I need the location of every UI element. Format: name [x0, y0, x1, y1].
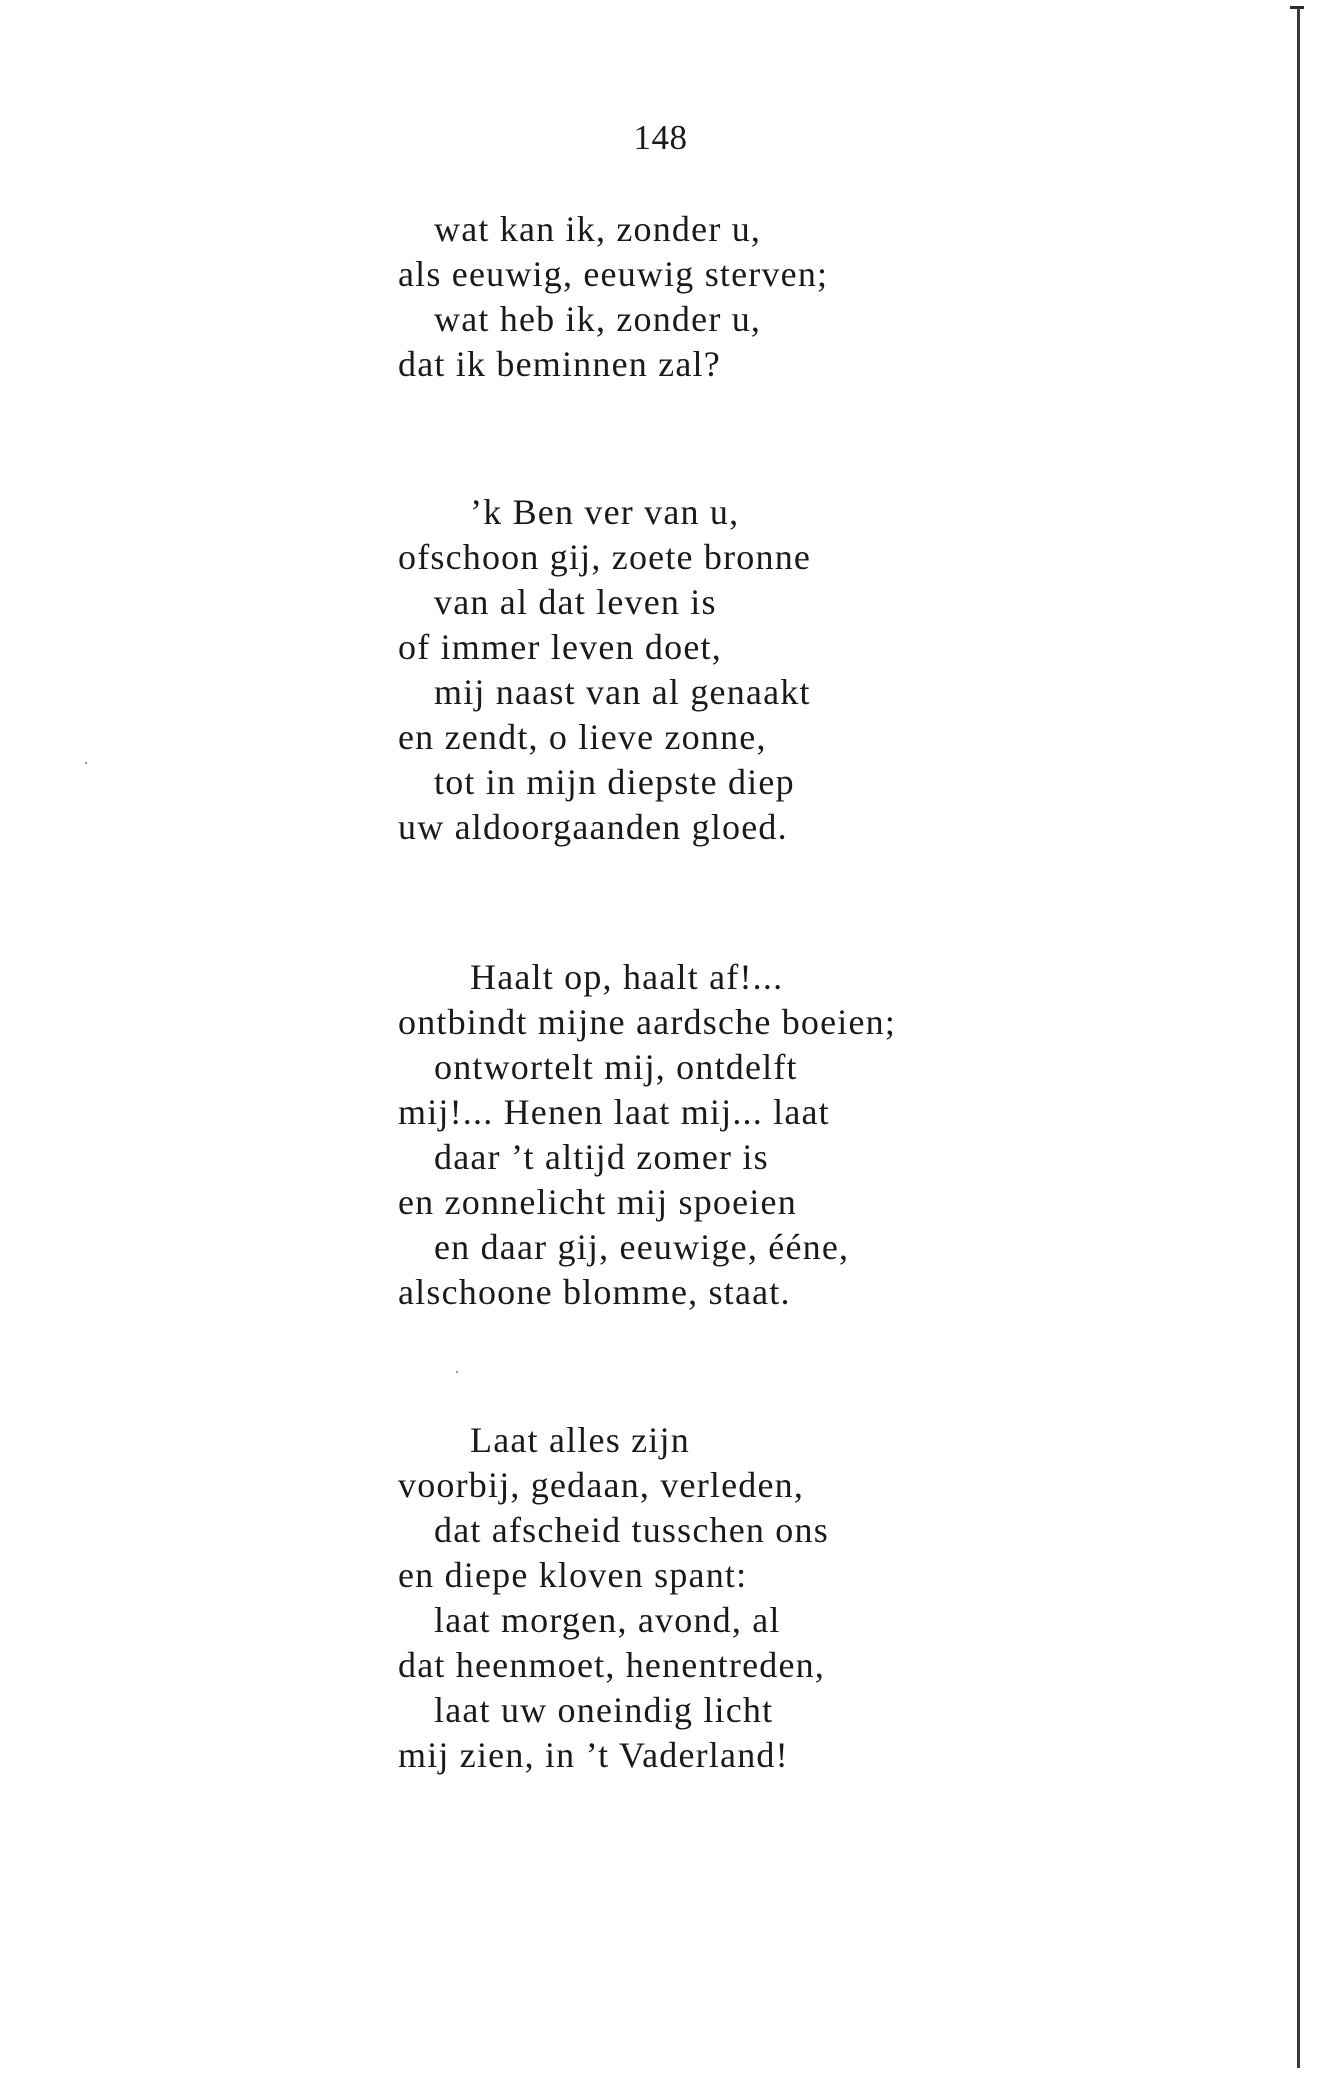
poem-line: van al dat leven is [434, 582, 717, 622]
poem-line: alschoone blomme, staat. [398, 1272, 791, 1312]
stanza-1 [398, 207, 828, 387]
poem-line: en zendt, o lieve zonne, [398, 717, 767, 757]
stanza-2 [398, 490, 811, 850]
poem-line: en diepe kloven spant: [398, 1555, 748, 1595]
poem-line: wat kan ik, zonder u, [434, 209, 762, 249]
poem-line: ontbindt mijne aardsche boeien; [398, 1002, 897, 1042]
poem-line: laat uw oneindig licht [434, 1690, 774, 1730]
poem-line: ofschoon gij, zoete bronne [398, 537, 812, 577]
scan-speck [456, 1371, 458, 1373]
stanza-4 [398, 1418, 829, 1778]
poem-line: daar ’t altijd zomer is [434, 1137, 769, 1177]
poem-line: en zonnelicht mij spoeien [398, 1182, 797, 1222]
poem-line: Haalt op, haalt af!... [470, 957, 784, 997]
poem-line: Laat alles zijn [470, 1420, 690, 1460]
poem-line: en daar gij, eeuwige, ééne, [434, 1227, 850, 1267]
page-number: 148 [633, 118, 688, 157]
poem-line: mij!... Henen laat mij... laat [398, 1092, 830, 1132]
poem-line: als eeuwig, eeuwig sterven; [398, 254, 829, 294]
scan-edge-line [1297, 8, 1300, 2068]
poem-line: voorbij, gedaan, verleden, [398, 1465, 805, 1505]
poem-line: mij zien, in ’t Vaderland! [398, 1735, 789, 1775]
poem-line: ontwortelt mij, ontdelft [434, 1047, 798, 1087]
poem-line: ’k Ben ver van u, [470, 492, 740, 532]
poem-line: wat heb ik, zonder u, [434, 299, 762, 339]
poem-line: laat morgen, avond, al [434, 1600, 781, 1640]
poem-line: dat heenmoet, henentreden, [398, 1645, 826, 1685]
poem-line: uw aldoorgaanden gloed. [398, 807, 788, 847]
poem-line: tot in mijn diepste diep [434, 762, 795, 802]
poem-line: dat ik beminnen zal? [398, 344, 721, 384]
poem-line: of immer leven doet, [398, 627, 722, 667]
poem-line: mij naast van al genaakt [434, 672, 811, 712]
scan-speck [85, 762, 87, 764]
stanza-3 [398, 955, 896, 1315]
poem-line: dat afscheid tusschen ons [434, 1510, 829, 1550]
